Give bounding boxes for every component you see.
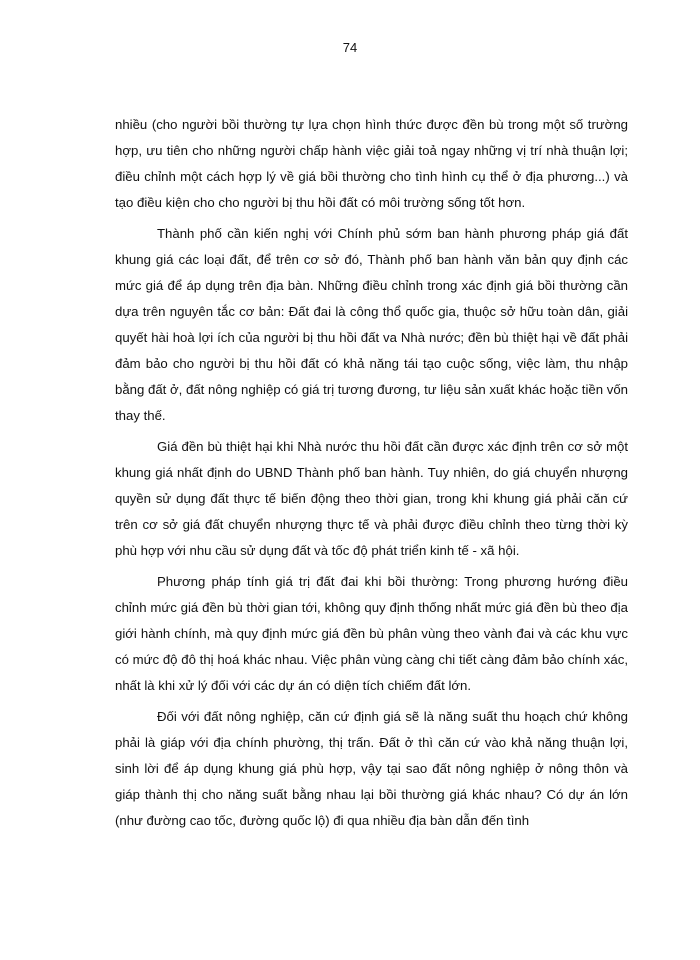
- paragraph-land-price-framework: Thành phố cần kiến nghị với Chính phủ sớm ban hành phương pháp giá đất khung giá các loại đất, để trên cơ sở đó, Thành phố ban hành văn bản quy định các mức giá để áp dụng trên địa bàn. Những điều chỉnh trong xác định giá bồi thường cần dựa trên nguyên tắc cơ bản: Đất đai là công thổ quốc gia, thuộc sở hữu toàn dân, giải quyết hài hoà lợi ích của người bị thu hồi đất va Nhà nước; đền bù thiệt hại về đất phải đảm bảo cho người bị thu hồi đất có khả năng tái tạo cuộc sống, việc làm, thu nhập bằng đất ở, đất nông nghiệp có giá trị tương đương, tư liệu sản xuất khác hoặc tiền vốn thay thế.: [115, 226, 628, 423]
- paragraph-compensation-price: Giá đền bù thiệt hại khi Nhà nước thu hồi đất cần được xác định trên cơ sở một khung giá nhất định do UBND Thành phố ban hành. Tuy nhiên, do giá chuyển nhượng quyền sử dụng đất thực tế biến động theo thời gian, trong khi khung giá phải căn cứ trên cơ sở giá đất chuyển nhượng thực tế và phải được điều chỉnh theo từng thời kỳ phù hợp với nhu cầu sử dụng đất và tốc độ phát triển kinh tế - xã hội.: [115, 439, 628, 558]
- body-text: [115, 112, 628, 839]
- paragraph-valuation-method: Phương pháp tính giá trị đất đai khi bồi thường: Trong phương hướng điều chỉnh mức giá đền bù thời gian tới, không quy định thống nhất mức giá đền bù theo địa giới hành chính, mà quy định mức giá đền bù phân vùng theo vành đai và các khu vực có mức độ đô thị hoá khác nhau. Việc phân vùng càng chi tiết càng đảm bảo chính xác, nhất là khi xử lý đối với các dự án có diện tích chiếm đất lớn.: [115, 574, 628, 693]
- paragraph-agricultural-land: Đối với đất nông nghiệp, căn cứ định giá sẽ là năng suất thu hoạch chứ không phải là giáp với địa chính phường, thị trấn. Đất ở thì căn cứ vào khả năng thuận lợi, sinh lời để áp dụng khung giá phù hợp, vậy tại sao đất nông nghiệp ở nông thôn và giáp thành thị cho năng suất bằng nhau lại bồi thường giá khác nhau? Có dự án lớn (như đường cao tốc, đường quốc lộ) đi qua nhiều địa bàn dẫn đến tình: [115, 709, 628, 828]
- page-number: 74: [342, 40, 358, 55]
- paragraph-continuation: nhiều (cho người bồi thường tự lựa chọn hình thức được đền bù trong một số trường hợp, ưu tiên cho những người chấp hành việc giải toả ngay những vị trí nhà thuận lợi; điều chỉnh một cách hợp lý về giá bồi thường cho tình hình cụ thể ở địa phương...) và tạo điều kiện cho cho người bị thu hồi đất có môi trường sống tốt hơn.: [115, 117, 628, 210]
